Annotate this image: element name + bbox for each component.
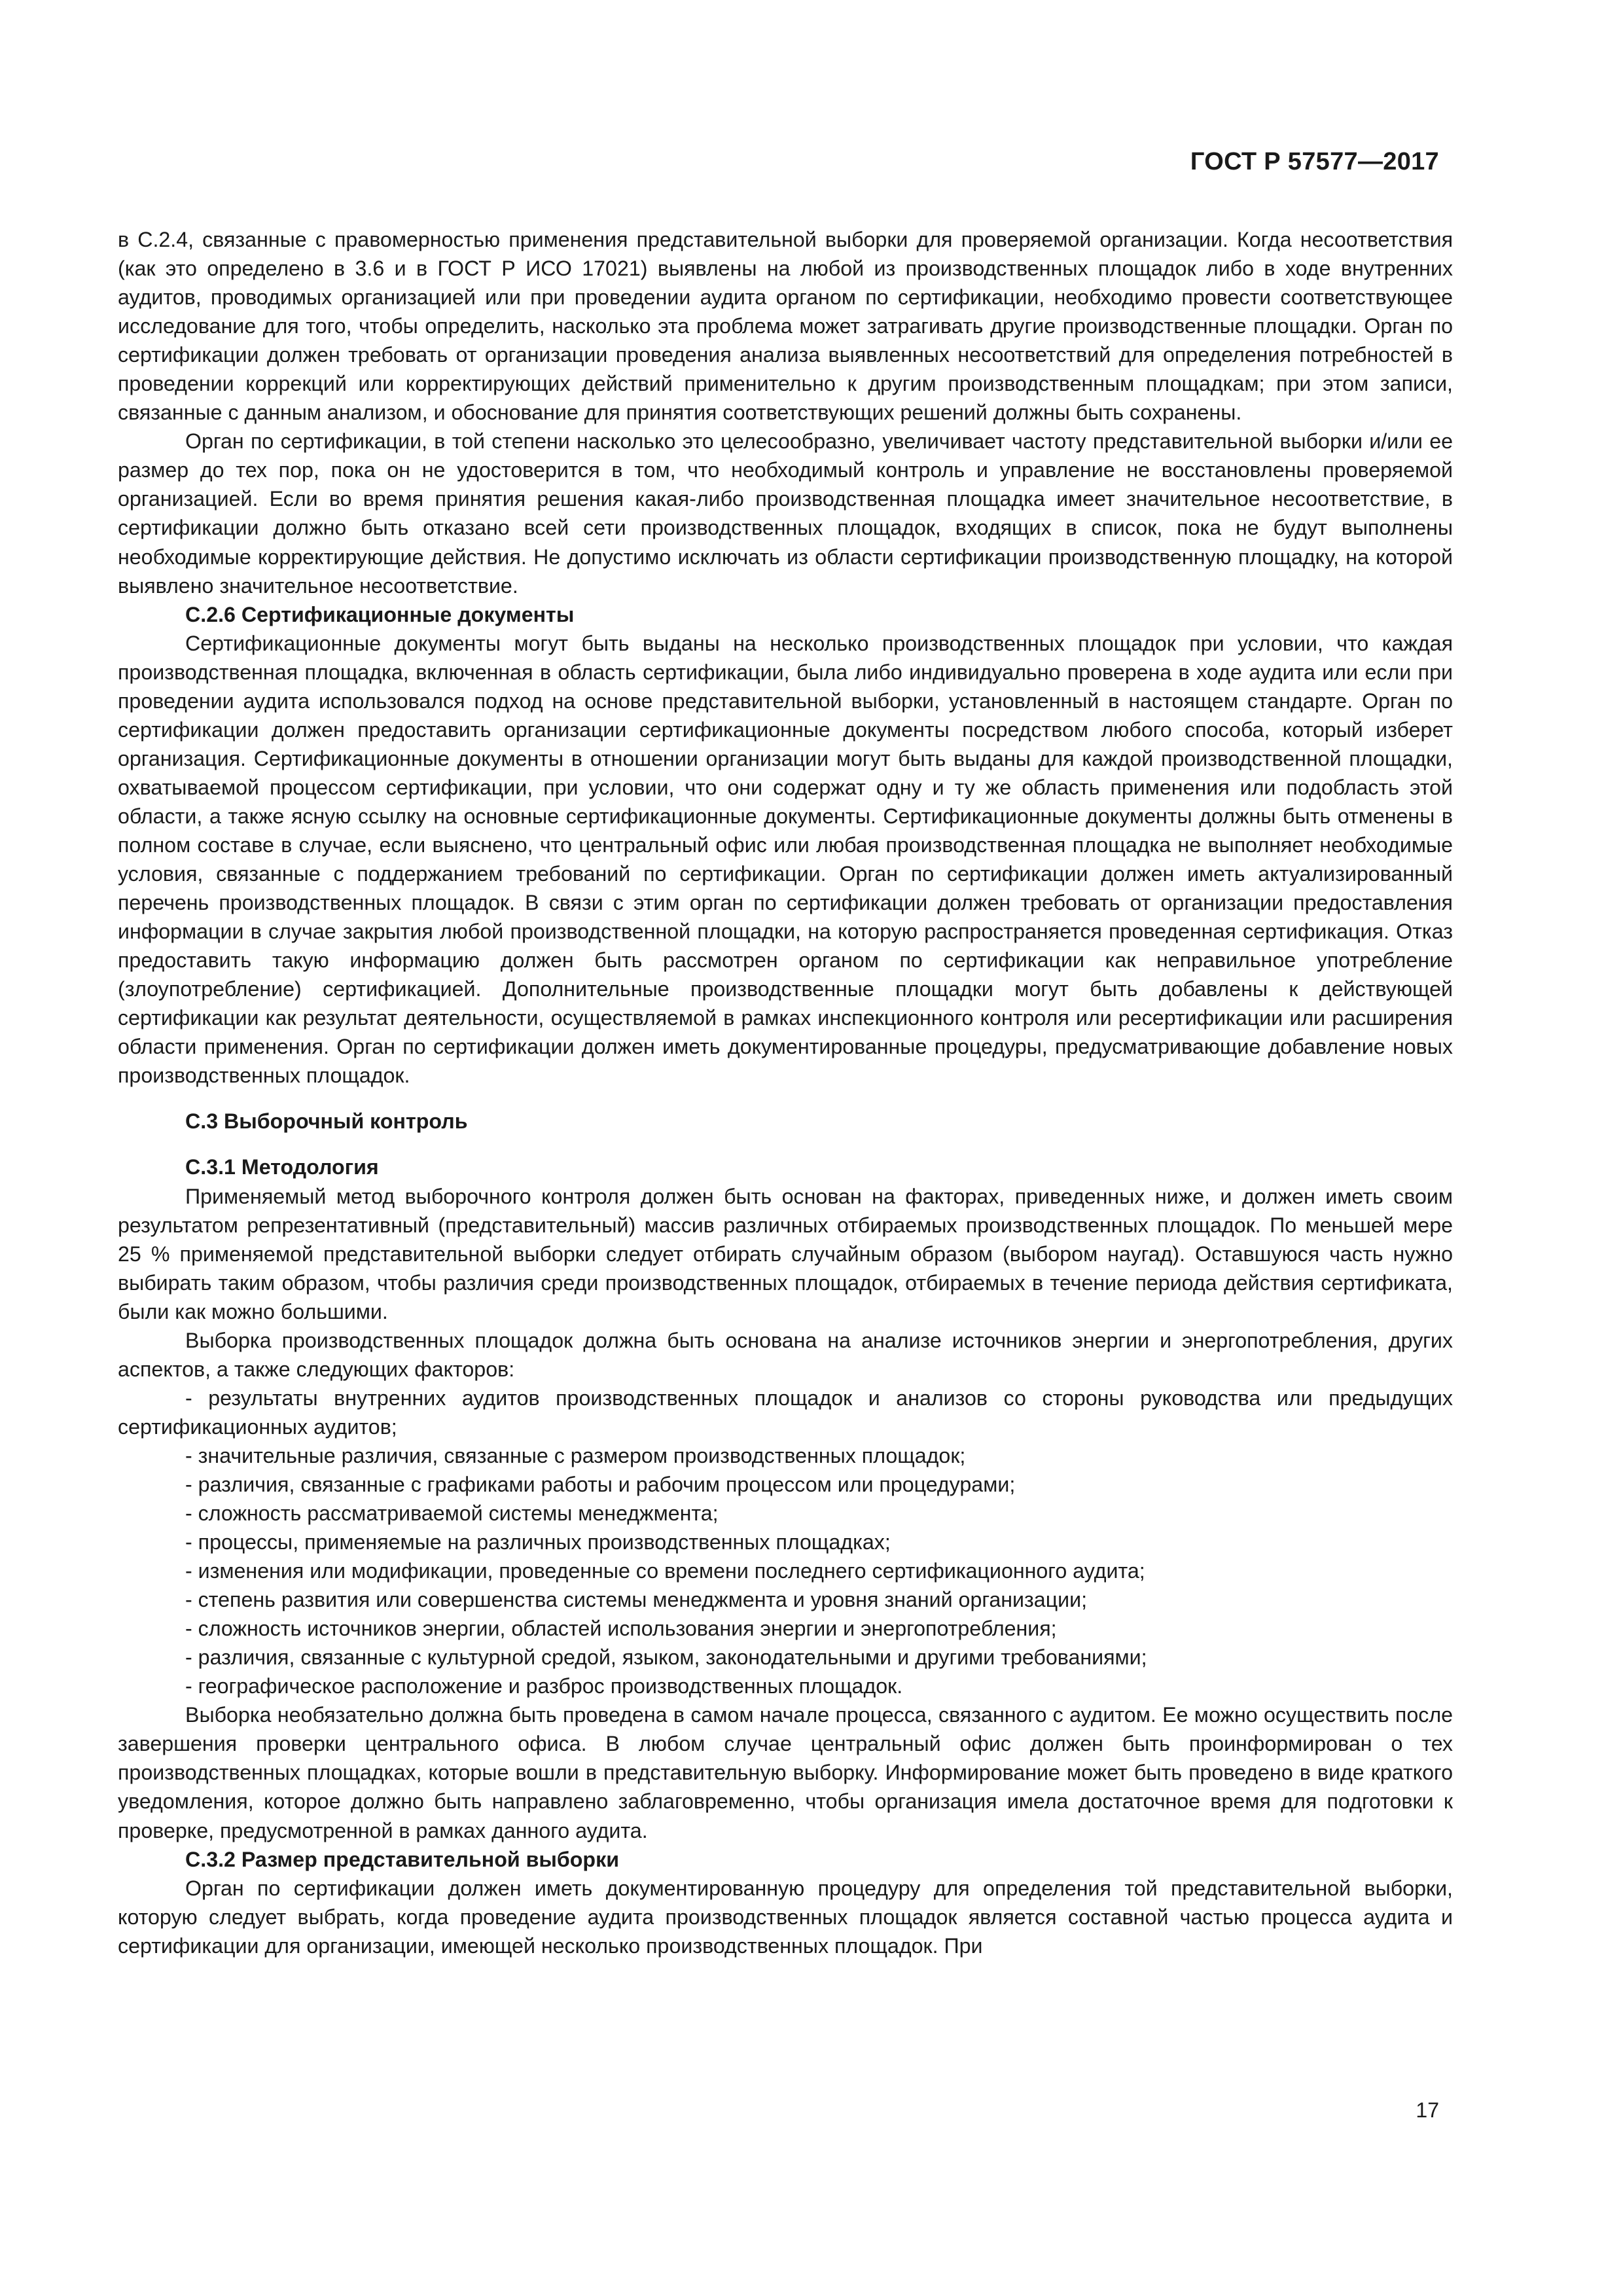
document-body: [118, 225, 1453, 1960]
paragraph-continuation: в С.2.4, связанные с правомерностью применения представительной выборки для проверяемой организации. Когда несоответствия (как это определено в 3.6 и в ГОСТ Р ИСО 17021) выявлены на любой из производственных площадок либо в ходе внутренних аудитов, проводимых организацией или при проведении аудита органом по сертификации, необходимо провести соответствующее исследование для того, чтобы определить, насколько эта проблема может затрагивать другие производственные площадки. Орган по сертификации должен требовать от организации проведения анализа выявленных несоответствий для определения потребностей в проведении коррекций или корректирующих действий применительно к другим производственным площадкам; при этом записи, связанные с данным анализом, и обоснование для принятия соответствующих решений должны быть сохранены.: [118, 228, 1453, 425]
page-number: 17: [1416, 2098, 1439, 2122]
section-heading-c3: С.3 Выборочный контроль: [185, 1109, 468, 1134]
section-heading-c32: С.3.2 Размер представительной выборки: [185, 1847, 619, 1871]
section-heading-c26: С.2.6 Сертификационные документы: [185, 602, 575, 626]
paragraph-methodology: Применяемый метод выборочного контроля должен быть основан на факторах, приведенных ниже, и должен иметь своим результатом репрезентативный (представительный) массив различных отбираемых производственных площадок. По меньшей мере 25 % применяемой представительной выборки следует отбирать случайным образом (выбором наугад). Оставшуюся часть нужно выбирать таким образом, чтобы различия среди производственных площадок, отбираемых в течение периода действия сертификата, были как можно большими.: [118, 1184, 1453, 1323]
list-item: - изменения или модификации, проведенные со времени последнего сертификационного аудита;: [185, 1559, 1145, 1583]
list-item: - географическое расположение и разброс производственных площадок.: [185, 1674, 903, 1698]
document-header-id: ГОСТ Р 57577—2017: [1190, 148, 1439, 175]
list-item: - различия, связанные с культурной средой, языком, законодательными и другими требованиями;: [185, 1645, 1147, 1670]
list-item: - степень развития или совершенства системы менеджмента и уровня знаний организации;: [185, 1588, 1088, 1612]
paragraph-sampling-basis: Выборка производственных площадок должна быть основана на анализе источников энергии и энергопотребления, других аспектов, а также следующих факторов:: [118, 1328, 1453, 1381]
list-item: - процессы, применяемые на различных производственных площадках;: [185, 1530, 891, 1554]
list-item: - сложность рассматриваемой системы менеджмента;: [185, 1501, 719, 1526]
list-item: - различия, связанные с графиками работы и рабочим процессом или процедурами;: [185, 1472, 1016, 1496]
section-heading-c31: С.3.1 Методология: [185, 1155, 379, 1179]
factors-list: [118, 1384, 1453, 1701]
list-item: - значительные различия, связанные с размером производственных площадок;: [185, 1443, 966, 1467]
paragraph-certification-documents: Сертификационные документы могут быть выданы на несколько производственных площадок при условии, что каждая производственная площадка, включенная в область сертификации, была либо индивидуально проверена в ходе аудита или если при проведении аудита использовался подход на основе представительной выборки, установленный в настоящем стандарте. Орган по сертификации должен предоставить организации сертификационные документы посредством любого способа, который изберет организация. Сертификационные документы в отношении организации могут быть выданы для каждой производственной площадки, охватываемой процессом сертификации, при условии, что они содержат одну и ту же область применения или подобласть этой области, а также ясную ссылку на основные сертификационные документы. Сертификационные документы должны быть отменены в полном составе в случае, если выяснено, что центральный офис или любая производственная площадка не выполняет необходимые условия, связанные с поддержанием требований по сертификации. Орган по сертификации должен иметь актуализированный перечень производственных площадок. В связи с этим орган по сертификации должен требовать от организации предоставления информации в случае закрытия любой производственной площадки, на которую распространяется проведенная сертификация. Отказ предоставить такую информацию должен быть рассмотрен органом по сертификации как неправильное употребление (злоупотребление) сертификацией. Дополнительные производственные площадки могут быть добавлены к действующей сертификации как результат деятельности, осуществляемой в рамках инспекционного контроля или ресертификации или расширения области применения. Орган по сертификации должен иметь документированные процедуры, предусматривающие добавление новых производственных площадок.: [118, 631, 1453, 1088]
paragraph-sampling-timing: Выборка необязательно должна быть проведена в самом начале процесса, связанного с аудитом. Ее можно осуществить после завершения проверки центрального офиса. В любом случае центральный офис должен быть проинформирован о тех производственных площадках, которые вошли в представительную выборку. Информирование может быть проведено в виде краткого уведомления, которое должно быть направлено заблаговременно, чтобы организация имела достаточное время для подготовки к проверке, предусмотренной в рамках данного аудита.: [118, 1703, 1453, 1842]
paragraph-sample-size: Орган по сертификации должен иметь документированную процедуру для определения той представительной выборки, которую следует выбрать, когда проведение аудита производственных площадок является составной частью процесса аудита и сертификации для организации, имеющей несколько производственных площадок. При: [118, 1876, 1453, 1958]
list-item: - сложность источников энергии, областей использования энергии и энергопотребления;: [185, 1617, 1057, 1641]
list-item: - результаты внутренних аудитов производственных площадок и анализов со стороны руководства или предыдущих сертификационных аудитов;: [118, 1386, 1453, 1439]
paragraph-sampling-frequency: Орган по сертификации, в той степени насколько это целесообразно, увеличивает частоту представительной выборки и/или ее размер до тех пор, пока он не удостоверится в том, что необходимый контроль и управление не восстановлены проверяемой организацией. Если во время принятия решения какая-либо производственная площадка имеет значительное несоответствие, в сертификации должно быть отказано всей сети производственных площадок, входящих в список, пока не будут выполнены необходимые корректирующие действия. Не допустимо исключать из области сертификации производственную площадку, на которой выявлено значительное несоответствие.: [118, 429, 1453, 598]
